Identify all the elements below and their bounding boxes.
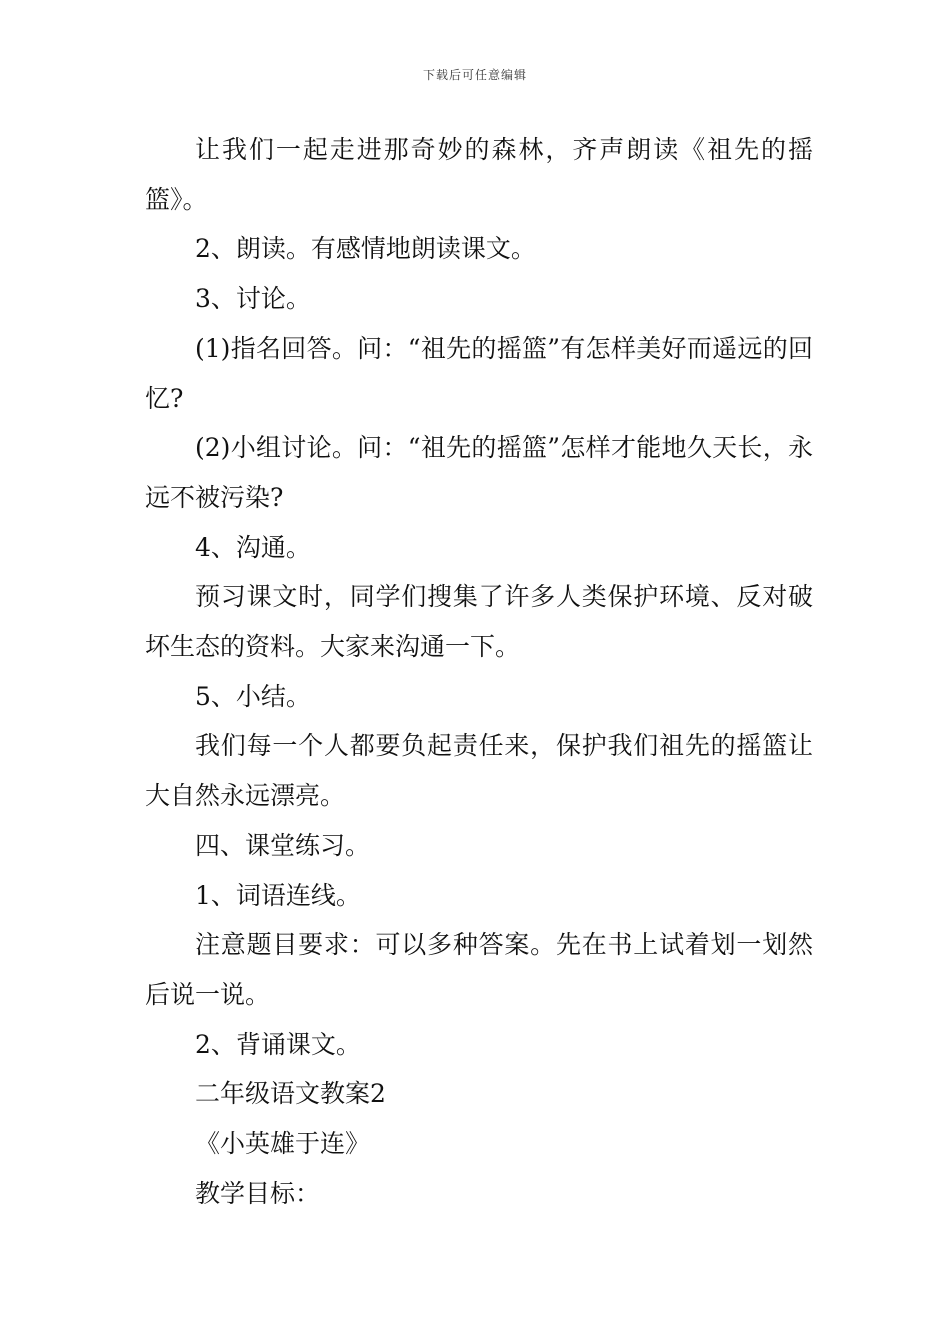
paragraph-12: 注意题目要求：可以多种答案。先在书上试着划一划然后说一说。 [145,930,813,1009]
paragraph-8: 5、小结。 [195,681,311,711]
paragraph-16: 教学目标： [195,1178,321,1208]
paragraph-9: 我们每一个人都要负起责任来，保护我们祖先的摇篮让大自然永远漂亮。 [145,731,813,811]
paragraph-14: 二年级语文教案2 [195,1079,386,1109]
paragraph-7: 预习课文时，同学们搜集了许多人类保护环境、反对破坏生态的资料。大家来沟通一下。 [145,582,813,662]
paragraph-11: 1、词语连线。 [195,880,361,910]
paragraph-1: 让我们一起走进那奇妙的森林，齐声朗读《祖先的摇篮》。 [145,135,813,214]
paragraph-2: 2、朗读。有感情地朗读课文。 [195,234,536,264]
paragraph-6: 4、沟通。 [195,532,311,562]
paragraph-5: (2)小组讨论。问：“祖先的摇篮”怎样才能地久天长，永远不被污染? [145,433,813,512]
paragraph-13: 2、背诵课文。 [195,1029,361,1059]
paragraph-15: 《小英雄于连》 [195,1129,371,1159]
paragraph-4: (1)指名回答。问：“祖先的摇篮”有怎样美好而遥远的回忆? [145,333,813,413]
paragraph-3: 3、讨论。 [195,284,311,314]
page-header: 下载后可任意编辑 [422,68,527,82]
paragraph-10: 四、课堂练习。 [195,830,371,860]
document-body [145,125,813,1218]
